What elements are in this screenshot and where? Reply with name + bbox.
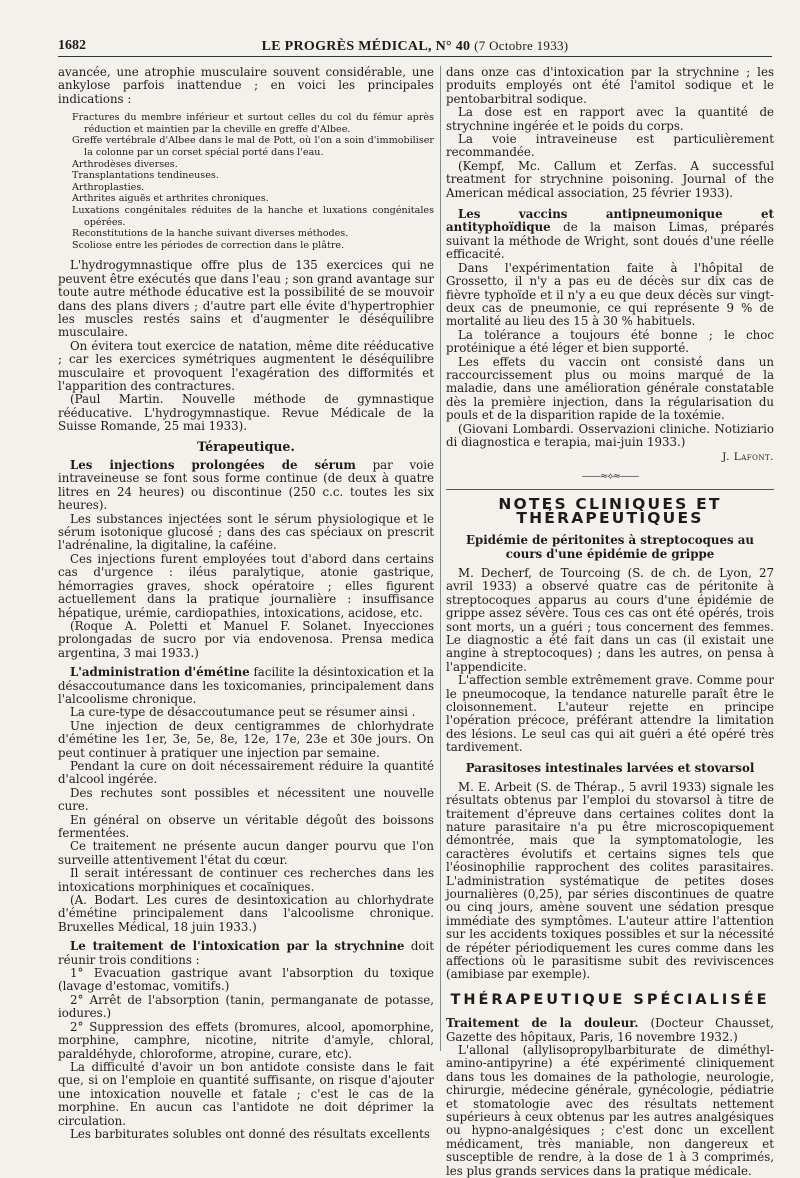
paragraph (58, 459, 434, 513)
paragraph: La dose est en rapport avec la quantité de strychnine ingérée et le poids du corps. (446, 105, 774, 133)
lead-phrase: L'administration d'émétine (70, 665, 250, 680)
section-banner: THÉRAPEUTIQUE SPÉCIALISÉE (450, 991, 770, 1008)
ornament-divider: ——≈⟡≈—— (581, 470, 639, 482)
paragraph: Les barbiturates solubles ont donné des résultats excellents (70, 1126, 430, 1141)
paragraph: Il serait intéressant de continuer ces recherches dans les intoxications morphiniques et cocaïniques. (58, 866, 434, 894)
reference: (A. Bodart. Les cures de desintoxication au chlorhydrate d'émétine principalement dans l'alcoolisme chronique. Bruxelles Médical, 18 juin 1933.) (58, 893, 434, 934)
paragraph: Des rechutes sont possibles et nécessitent une nouvelle cure. (58, 785, 434, 814)
paragraph-text: par voie intraveineuse se font sous forme continue (de deux à quatre litres en 24 heures) ou discontinue (250 c.c. toutes les six heures). (58, 458, 434, 513)
paragraph: M. Decherf, de Tourcoing (S. de ch. de Lyon, 27 avril 1933) a observé quatre cas de péritonite à streptocoques apparus au cours d'une épidémie de grippe assez sévère. Tous ces cas ont été opérés, trois sont morts, un a guéri ; tous concernent des femmes. Le diagnostic a été fait dans un cas (il existait une angine à streptocoques) ; dans les autres, on pensa à l'appendicite. (446, 566, 774, 674)
section-banner: NOTES CLINIQUES ET THÉRAPEUTIQUES (446, 489, 774, 525)
list-item: Reconstitutions de la hanche suivant diverses méthodes. (72, 228, 349, 240)
right-column (446, 65, 774, 1178)
paragraph (58, 940, 434, 967)
paragraph: En général on observe un véritable dégoût des boissons fermentées. (58, 812, 434, 840)
journal-name: LE PROGRÈS MÉDICAL, N° 40 (261, 39, 471, 54)
lead-phrase: Le traitement de l'intoxication par la strychnine (70, 939, 405, 954)
list-item: 2° Arrêt de l'absorption (tanin, permanganate de potasse, iodures.) (58, 992, 434, 1021)
list-item: 1° Evacuation gastrique avant l'absorption du toxique (lavage d'estomac, vomitifs.) (58, 966, 434, 994)
paragraph: L'allonal (allylisopropylbarbiturate de diméthyl-amino-antipyrine) a été expérimenté cliniquement dans tous les domaines de la pathologie, neurologie, chirurgie, médecine générale, gynécologie, pédiatrie et stomatologie avec des résultats nettement supérieurs à ceux obtenus par les autres analgésiques ou hypno-analgésiques ; c'est donc un excellent médicament, très maniable, non dangereux et susceptible de rendre, à la dose de 1 à 3 comprimés, les plus grands services dans la pratique médicale. (446, 1043, 774, 1178)
paragraph: Les effets du vaccin ont consisté dans un raccourcissement plus ou moins marqué de la maladie, dans une amélioration générale constatable dès la première injection, dans la régularisation du pouls et de la disparition rapide de la toxémie. (446, 354, 774, 423)
list-item: Greffe vertébrale d'Albee dans le mal de Pott, où l'on a soin d'immobiliser la colonne par un corset spécial porté dans l'eau. (72, 135, 434, 158)
page-number: 1682 (58, 38, 86, 53)
author-signature: J. Lafont. (722, 451, 774, 464)
paragraph: On évitera tout exercice de natation, même dite rééducative ; car les exercices symétriques augmentent le déséquilibre musculaire et provoquent l'exagération des difformités et l'apparition des contractures. (58, 338, 434, 393)
paragraph: La voie intraveineuse est particulièrement recommandée. (446, 132, 774, 160)
paragraph: L'hydrogymnastique offre plus de 135 exercices qui ne peuvent être exécutés que dans l'eau ; son grand avantage sur toute autre méthode éducative est la possibilité de se mouvoir dans des plans divers ; d'autre part elle évite d'hypertrophier les muscles restés sains et d'augmenter le déséquilibre musculaire. (58, 258, 434, 340)
paragraph: Pendant la cure on doit nécessairement réduire la quantité d'alcool ingérée. (58, 758, 434, 787)
list-item: Arthrodèses diverses. (72, 158, 178, 170)
article-heading: Parasitoses intestinales larvées et stovarsol (465, 760, 755, 775)
paragraph: Ces injections furent employées tout d'abord dans certains cas d'urgence : iléus paralytique, atonie gastrique, hémorragies graves, shock opératoire ; elles figurent actuellement dans la pratique journalière : insuffisance hépatique, urémie, cardiopathies, intoxications, acidose, etc. (58, 551, 434, 620)
list-item: Transplantations tendineuses. (72, 170, 219, 182)
paragraph: M. E. Arbeit (S. de Thérap., 5 avril 1933) signale les résultats obtenus par l'emploi du stovarsol à titre de traitement d'épreuve dans certaines colites dont la nature parasitaire n'a pu être microscopiquement démontrée, mais que la symptomatologie, les caractères évolutifs et certains signes tels que l'éosinophilie rapprochent des colites parasitaires. L'administration systématique de petites doses journalières (0,25), par séries discontinues de quatre ou cinq jours, amène souvent une sédation presque immédiate des symptômes. L'auteur attire l'attention sur les accidents toxiques possibles et sur la nécessité de répéter périodiquement les cures comme dans les affections où le parasitisme subit des reviviscences (amibiase par exemple). (446, 779, 774, 982)
indications-list (58, 112, 434, 251)
article-heading: Epidémie de péritonites à streptocoques au cours d'une épidémie de grippe (466, 533, 754, 561)
paragraph-text: de la maison Limas, préparés suivant la méthode de Wright, sont doués d'une réelle efficacité. (446, 220, 774, 262)
reference: (Kempf, Mc. Callum et Zerfas. A successful treatment for strychnine poisoning. Journal of the American médical association, 25 février 1933). (446, 158, 774, 200)
paragraph: La cure-type de désaccoutumance peut se résumer ainsi . (70, 705, 416, 720)
lead-phrase: Les vaccins antipneumonique et antityphoïdique (446, 207, 774, 235)
paragraph: Ce traitement ne présente aucun danger pourvu que l'on surveille attentivement l'état du cœur. (58, 839, 434, 867)
list-item: Luxations congénitales réduites de la hanche et luxations congénitales opérées. (72, 204, 434, 228)
paragraph: La tolérance a toujours été bonne ; le choc protéinique a été léger et bien supporté. (446, 327, 774, 356)
list-item: Fractures du membre inférieur et surtout celles du col du fémur après réduction et maintien par la cheville en greffe d'Albee. (72, 112, 434, 135)
page-header (58, 38, 772, 57)
lead-phrase: Traitement de la douleur. (446, 1016, 639, 1031)
paragraph-text: facilite la désintoxication et la désaccoutumance dans les toxicomanies, principalement dans l'alcoolisme chronique. (58, 665, 435, 706)
reference: (Giovani Lombardi. Osservazioni cliniche. Notiziario di diagnostica e terapia, mai-juin 1933.) (446, 421, 774, 449)
paragraph-text: doit réunir trois conditions : (58, 939, 435, 967)
issue-date: (7 Octobre 1933) (474, 38, 569, 53)
paragraph: Une injection de deux centigrammes de chlorhydrate d'émétine les 1er, 3e, 5e, 8e, 12e, 17e, 23e et 30e jours. On peut continuer à pratiquer une injection par semaine. (58, 718, 434, 760)
paragraph: Les substances injectées sont le sérum physiologique et le sérum isotonique glucosé ; dans des cas spéciaux on prescrit l'adrénaline, la digitaline, la caféine. (58, 511, 434, 553)
reference: (Roque A. Poletti et Manuel F. Solanet. Inyecciones prolongadas de sucro por via endovenosa. Prensa medica argentina, 3 mai 1933.) (58, 618, 434, 660)
lead-phrase: Les injections prolongées de sérum (70, 458, 356, 473)
list-item: Arthroplasties. (72, 181, 145, 193)
paragraph: L'affection semble extrêmement grave. Comme pour le pneumocoque, la tendance naturelle paraît être le cloisonnement. L'auteur rejette en principe l'opération précoce, préférant attendre la limitation des lésions. Le seul cas qui ait guéri a été opéré très tardivement. (446, 673, 774, 755)
section-title: Térapeutique. (197, 438, 295, 454)
paragraph: avancée, une atrophie musculaire souvent considérable, une ankylose parfois inattendue ; en voici les principales indications : (58, 65, 434, 106)
paragraph (58, 666, 434, 706)
column-divider (440, 66, 441, 1051)
list-item: Scoliose entre les périodes de correction dans le plâtre. (72, 239, 345, 251)
paragraph: La difficulté d'avoir un bon antidote consiste dans le fait que, si on l'emploie en quantité suffisante, on risque d'ajouter une intoxication nouvelle et fatale ; c'est le cas de la morphine. En aucun cas l'antidote ne doit déprimer la circulation. (58, 1059, 434, 1128)
paragraph (446, 208, 774, 262)
paragraph: dans onze cas d'intoxication par la strychnine ; les produits employés ont été l'amitol sodique et le pentobarbitral sodique. (446, 65, 774, 106)
paragraph: Dans l'expérimentation faite à l'hôpital de Grossetto, il n'y a pas eu de décès sur dix cas de fièvre typhoïde et il n'y a eu que deux décès sur vingt-deux cas de pneumonie, ce qui représente 9 % de mortalité au lieu des 15 à 30 % habituels. (446, 260, 774, 329)
left-column (58, 65, 435, 1141)
reference: (Paul Martin. Nouvelle méthode de gymnastique rééducative. L'hydrogymnastique. Revue Médicale de la Suisse Romande, 25 mai 1933). (58, 392, 434, 434)
list-item: 2° Suppression des effets (bromures, alcool, apomorphine, morphine, camphre, nicotine, nitrite d'amyle, chloral, paraldéhyde, chloroforme, atropine, curare, etc). (58, 1019, 434, 1061)
list-item: Arthrites aiguës et arthrites chroniques. (72, 193, 269, 205)
paragraph (446, 1017, 774, 1044)
paragraph-text: (Docteur Chausset, Gazette des hôpitaux, Paris, 16 novembre 1932.) (446, 1016, 774, 1044)
running-title (58, 38, 772, 55)
